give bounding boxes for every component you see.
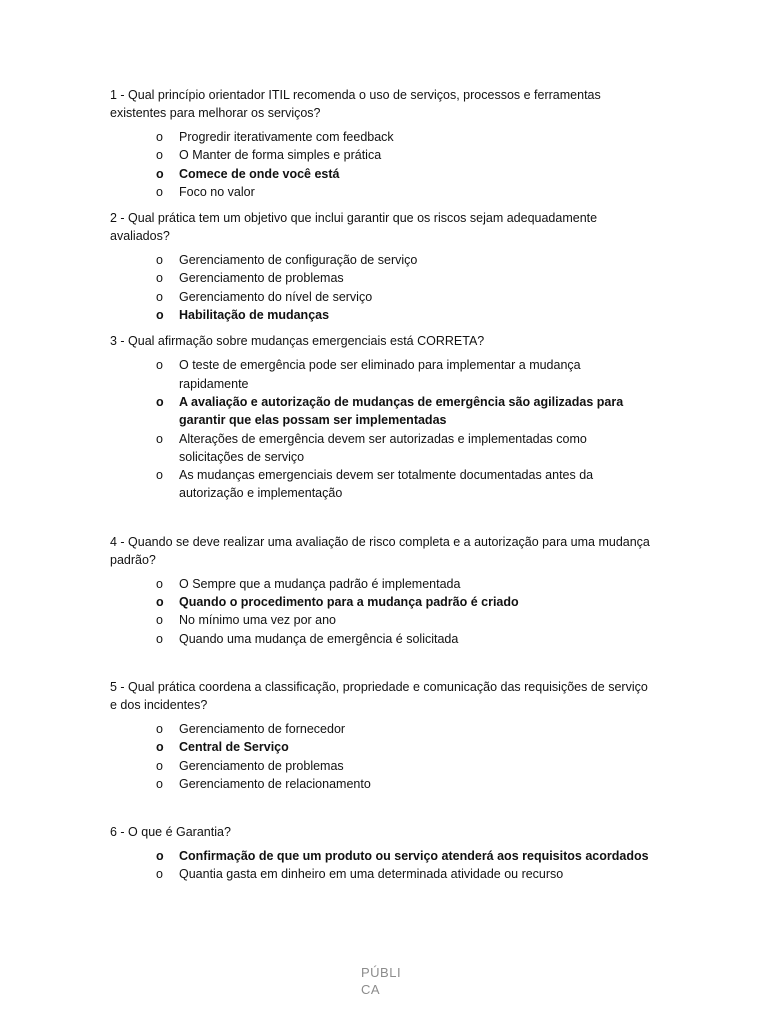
bullet-icon: o bbox=[156, 130, 163, 144]
bullet-icon: o bbox=[156, 166, 164, 181]
bullet-icon: o bbox=[156, 358, 163, 373]
bullet-icon: o bbox=[156, 431, 163, 446]
option-item bbox=[110, 430, 650, 467]
option-text: Central de Serviço bbox=[179, 740, 289, 755]
question-text: 1 - Qual princípio orientador ITIL recomenda o uso de serviços, processos e ferramentas existentes para melhorar os serviços? bbox=[110, 88, 601, 120]
option-item bbox=[110, 865, 650, 883]
footer-line-1: PÚBLI bbox=[361, 965, 402, 980]
bullet-icon: o bbox=[156, 184, 163, 199]
bullet-icon: o bbox=[156, 289, 163, 304]
option-item-correct bbox=[110, 593, 650, 611]
bullet-icon: o bbox=[156, 148, 163, 163]
option-text: Gerenciamento de relacionamento bbox=[179, 776, 371, 791]
option-text: O teste de emergência pode ser eliminado para implementar a mudança rapidamente bbox=[179, 358, 581, 391]
option-text: Gerenciamento de problemas bbox=[179, 271, 344, 286]
option-list bbox=[110, 356, 650, 502]
bullet-icon: o bbox=[156, 776, 163, 791]
option-item bbox=[110, 757, 650, 775]
bullet-icon: o bbox=[156, 576, 163, 591]
bullet-icon: o bbox=[156, 758, 163, 773]
bullet-icon: o bbox=[156, 271, 163, 286]
option-text: Quando uma mudança de emergência é solicitada bbox=[179, 631, 459, 646]
option-text: Gerenciamento de fornecedor bbox=[179, 721, 346, 736]
bullet-icon: o bbox=[156, 613, 163, 628]
option-item bbox=[110, 466, 650, 503]
option-item bbox=[110, 146, 650, 164]
option-text: Foco no valor bbox=[179, 184, 255, 199]
option-text: Gerenciamento de problemas bbox=[179, 758, 344, 773]
option-text: Comece de onde você está bbox=[179, 166, 340, 181]
option-text: A avaliação e autorização de mudanças de emergência são agilizadas para garantir que elas possam ser implementadas bbox=[179, 394, 624, 428]
option-item bbox=[110, 630, 650, 648]
option-text: Gerenciamento do nível de serviço bbox=[179, 289, 373, 304]
bullet-icon: o bbox=[156, 631, 163, 646]
option-list bbox=[110, 575, 650, 648]
question-block-6 bbox=[110, 823, 650, 884]
question-text: 6 - O que é Garantia? bbox=[110, 825, 231, 840]
footer-line-2: CA bbox=[361, 982, 381, 997]
question-block-1 bbox=[110, 86, 650, 201]
question-text: 3 - Qual afirmação sobre mudanças emergenciais está CORRETA? bbox=[110, 334, 485, 349]
option-text: Habilitação de mudanças bbox=[179, 308, 330, 323]
bullet-icon: o bbox=[156, 849, 164, 864]
question-text: 4 - Quando se deve realizar uma avaliação de risco completa e a autorização para uma mudança padrão? bbox=[110, 534, 650, 567]
option-list bbox=[110, 251, 650, 324]
option-text: Gerenciamento de configuração de serviço bbox=[179, 253, 418, 268]
option-item bbox=[110, 269, 650, 287]
bullet-icon: o bbox=[156, 308, 164, 323]
bullet-icon: o bbox=[156, 468, 163, 483]
option-item-correct bbox=[110, 738, 650, 756]
bullet-icon: o bbox=[156, 253, 163, 268]
bullet-icon: o bbox=[156, 394, 164, 409]
option-text: No mínimo uma vez por ano bbox=[179, 613, 337, 628]
question-text: 2 - Qual prática tem um objetivo que inclui garantir que os riscos sejam adequadamente avaliados? bbox=[110, 211, 598, 244]
option-text: Progredir iterativamente com feedback bbox=[179, 130, 394, 144]
classification-footer bbox=[361, 964, 421, 998]
option-list bbox=[110, 128, 650, 201]
option-list bbox=[110, 847, 650, 884]
option-item bbox=[110, 575, 650, 593]
option-item bbox=[110, 775, 650, 793]
option-text: O Manter de forma simples e prática bbox=[179, 148, 382, 163]
option-text: Quando o procedimento para a mudança padrão é criado bbox=[179, 595, 519, 610]
option-text: Quantia gasta em dinheiro em uma determinada atividade ou recurso bbox=[179, 867, 564, 882]
option-item-correct bbox=[110, 393, 650, 430]
option-item bbox=[110, 128, 650, 146]
option-item bbox=[110, 288, 650, 306]
option-text: O Sempre que a mudança padrão é implementada bbox=[179, 576, 461, 591]
option-item bbox=[110, 183, 650, 201]
question-block-4 bbox=[110, 533, 650, 648]
option-list bbox=[110, 720, 650, 793]
question-text: 5 - Qual prática coordena a classificação, propriedade e comunicação das requisições de serviço e dos incidentes? bbox=[110, 679, 648, 712]
option-item bbox=[110, 356, 650, 393]
question-block-3 bbox=[110, 332, 650, 502]
option-item bbox=[110, 720, 650, 738]
bullet-icon: o bbox=[156, 595, 164, 610]
bullet-icon: o bbox=[156, 721, 163, 736]
option-item-correct bbox=[110, 165, 650, 183]
option-item-correct bbox=[110, 847, 650, 865]
question-block-2 bbox=[110, 209, 650, 324]
option-text: As mudanças emergenciais devem ser totalmente documentadas antes da autorização e implementação bbox=[179, 468, 594, 501]
option-item bbox=[110, 251, 650, 269]
option-item bbox=[110, 611, 650, 629]
document-page bbox=[110, 86, 650, 892]
bullet-icon: o bbox=[156, 867, 163, 882]
bullet-icon: o bbox=[156, 740, 164, 755]
option-item-correct bbox=[110, 306, 650, 324]
question-block-5 bbox=[110, 678, 650, 793]
option-text: Alterações de emergência devem ser autorizadas e implementadas como solicitações de serviço bbox=[179, 431, 587, 464]
option-text: Confirmação de que um produto ou serviço atenderá aos requisitos acordados bbox=[179, 849, 649, 864]
